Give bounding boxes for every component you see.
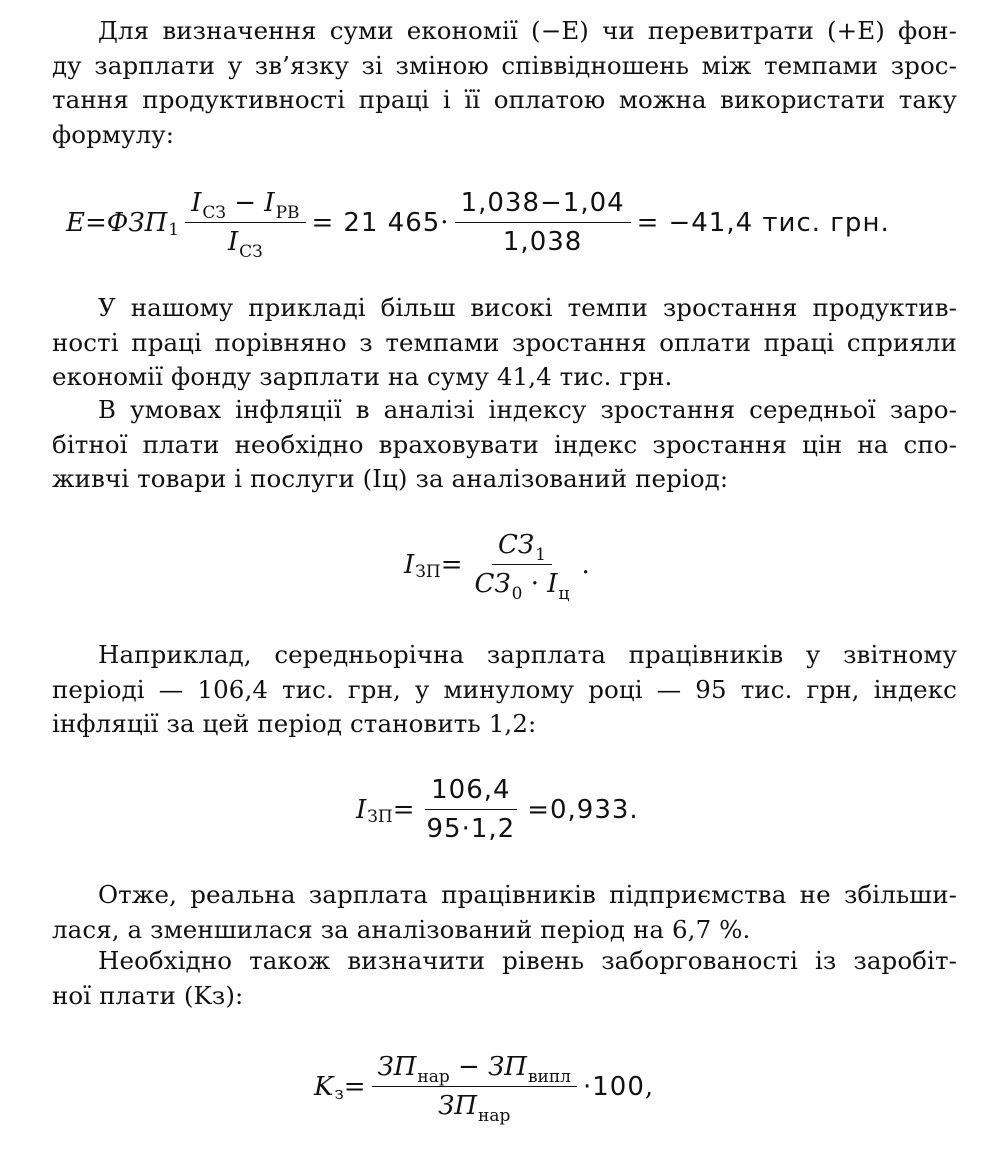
formula-operator: − — [458, 1052, 480, 1082]
formula-subscript: ЗП — [367, 806, 393, 827]
text-line: економії фонду зарплати на суму 41,4 тис. грн. — [52, 362, 673, 391]
text-line: Необхідно також визначити рівень заборгованості із заробіт- — [98, 946, 957, 975]
formula-wage-index — [404, 530, 590, 604]
formula-operator: = — [84, 207, 107, 238]
formula-operator: = — [440, 549, 463, 580]
formula-fraction — [469, 530, 576, 604]
paragraph-example — [52, 638, 957, 742]
formula-symbol: I — [191, 188, 202, 218]
formula-subscript: 1 — [168, 219, 180, 240]
paragraph-inflation — [52, 393, 957, 497]
formula-subscript: нар — [478, 1106, 511, 1126]
formula-operator: = — [343, 1071, 366, 1102]
fraction-numerator — [492, 530, 552, 565]
formula-symbol: СЗ — [498, 530, 535, 560]
formula-subscript: ЗП — [415, 561, 441, 582]
text-line: тання продуктивності праці і її оплатою можна використати таку — [52, 85, 957, 114]
text-line: Для визначення суми економії (−E) чи перевитрати (+E) фон- — [98, 16, 957, 45]
fraction-numerator — [372, 1052, 577, 1087]
formula-fraction — [372, 1052, 577, 1126]
formula-fraction — [455, 188, 631, 257]
formula-subscript: РВ — [275, 203, 300, 223]
formula-subscript: ц — [558, 584, 570, 604]
text-line: В умовах інфляції в аналізі індексу зростання середньої заро- — [98, 395, 957, 424]
formula-fraction — [185, 188, 305, 262]
text-line: формулу: — [52, 119, 175, 149]
formula-symbol: ЗП — [438, 1091, 477, 1121]
formula-value: ·100 — [582, 1071, 645, 1102]
text-line: Отже, реальна зарплата працівників підприємства не збільши- — [98, 880, 957, 909]
text-line: Наприклад, середньорічна зарплата працівників у звітному — [98, 640, 957, 669]
formula-symbol: E — [66, 207, 85, 238]
formula-symbol: ФЗП — [106, 207, 168, 238]
text-line: ності праці порівняно з темпами зростання оплати праці сприяли — [52, 327, 957, 357]
formula-subscript: нар — [417, 1067, 450, 1087]
fraction-denominator — [222, 223, 269, 262]
formula-symbol: I — [356, 794, 367, 825]
formula-operator: = — [636, 207, 659, 238]
fraction-numerator — [185, 188, 305, 223]
formula-operator: − — [234, 188, 257, 218]
paragraph-arrears — [52, 944, 957, 1013]
fraction-numerator: 106,4 — [425, 775, 516, 810]
fraction-numerator: 1,038−1,04 — [455, 188, 631, 223]
fraction-denominator: 95·1,2 — [426, 814, 516, 844]
formula-value: 21 465 — [343, 207, 441, 238]
text-line: бітної плати необхідно враховувати індекс зростання цін на спо- — [52, 429, 957, 459]
fraction-denominator — [469, 565, 576, 604]
formula-subscript: СЗ — [202, 203, 226, 223]
formula-symbol: I — [404, 549, 415, 580]
paragraph-intro — [52, 14, 957, 152]
text-line: ної плати (Kз): — [52, 980, 244, 1010]
formula-symbol: ЗП — [488, 1052, 527, 1082]
formula-result: −41,4 тис. грн. — [668, 207, 890, 238]
formula-symbol: I — [547, 569, 558, 599]
text-line: У нашому прикладі більш високі темпи зростання продуктив- — [98, 293, 957, 322]
formula-operator: = — [311, 207, 334, 238]
paragraph-example-result — [52, 291, 957, 395]
formula-wage-index-example — [356, 775, 639, 844]
formula-symbol: K — [314, 1071, 334, 1102]
text-line: періоді — 106,4 тис. грн, у минулому році — 95 тис. грн, індекс — [52, 674, 957, 704]
formula-subscript: 1 — [535, 545, 546, 565]
formula-fraction — [421, 775, 522, 844]
formula-symbol: I — [264, 188, 275, 218]
text-line: живчі товари і послуги (Iц) за аналізований період: — [52, 464, 729, 493]
formula-subscript: 0 — [511, 584, 523, 604]
formula-symbol: ЗП — [377, 1052, 417, 1082]
formula-operator: . — [581, 549, 590, 580]
formula-operator: · — [530, 569, 539, 599]
text-line: лася, а зменшилася за аналізований період на 6,7 %. — [52, 914, 751, 944]
formula-operator: , — [644, 1071, 654, 1102]
formula-operator: · — [440, 207, 449, 238]
paragraph-conclusion — [52, 878, 957, 947]
text-line: ду зарплати у зв’язку зі зміною співвідношень між темпами зрос- — [52, 50, 957, 80]
formula-subscript: СЗ — [239, 242, 263, 262]
formula-operator: = — [392, 794, 415, 825]
fraction-denominator: 1,038 — [502, 227, 583, 257]
text-line: інфляції за цей період становить 1,2: — [52, 709, 537, 738]
formula-subscript: випл — [527, 1067, 571, 1087]
fraction-denominator — [432, 1087, 516, 1126]
formula-arrears-level — [314, 1052, 654, 1126]
formula-economy — [66, 188, 890, 262]
formula-subscript: з — [334, 1083, 344, 1104]
formula-symbol: I — [227, 227, 239, 257]
formula-symbol: СЗ — [474, 569, 511, 599]
formula-result: =0,933. — [527, 794, 639, 825]
